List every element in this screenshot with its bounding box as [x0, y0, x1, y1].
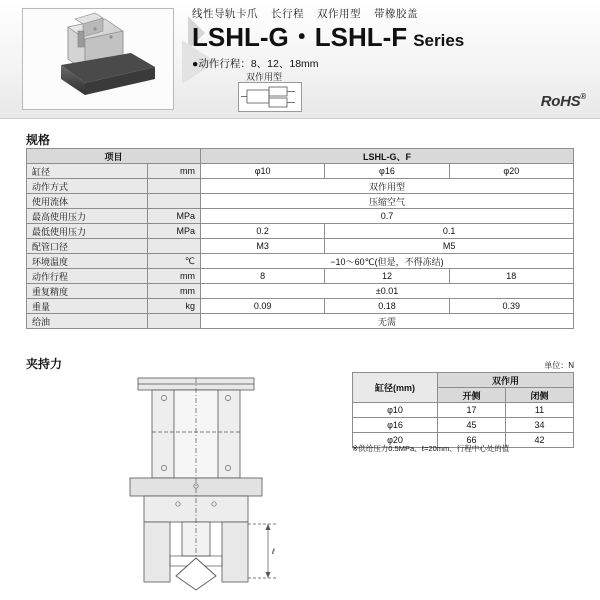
grip-cell-close: 11 [506, 403, 574, 418]
spec-cell: 0.18 [325, 299, 449, 314]
header-subtitle-item-0: 线性导轨卡爪 [192, 8, 258, 20]
spec-row-unit: MPa [148, 224, 201, 239]
table-row [27, 179, 574, 194]
spec-row-unit [148, 239, 201, 254]
header-action-label: 双作用型 [246, 72, 283, 82]
grip-cell-close: 34 [506, 418, 574, 433]
page-title-model: LSHL-G・LSHL-F [192, 22, 408, 52]
spec-cell: 0.39 [449, 299, 573, 314]
header-text-block [192, 6, 592, 71]
spec-row-label: 最低使用压力 [27, 224, 148, 239]
rohs-badge [541, 92, 586, 110]
rohs-mark: ® [580, 92, 586, 101]
table-header-row [27, 149, 574, 164]
spec-cell: φ10 [201, 164, 325, 179]
spec-row-unit: ℃ [148, 254, 201, 269]
header-schematic [238, 82, 302, 112]
spec-cell: 0.1 [325, 224, 574, 239]
spec-cell: 8 [201, 269, 325, 284]
grip-col-open: 开侧 [438, 388, 506, 403]
grip-cell-bore: φ20 [353, 433, 438, 448]
spec-cell: 0.2 [201, 224, 325, 239]
grip-cell-open: 17 [438, 403, 506, 418]
spec-row-unit: mm [148, 164, 201, 179]
spec-cell: 0.7 [201, 209, 574, 224]
spec-cell: 0.09 [201, 299, 325, 314]
dimension-label-l: ℓ [272, 547, 275, 556]
table-row [27, 224, 574, 239]
grip-cell-bore: φ16 [353, 418, 438, 433]
table-row [27, 284, 574, 299]
table-row [27, 209, 574, 224]
grip-unit-note: 单位：N [544, 361, 574, 370]
grip-col-bore: 缸径(mm) [353, 373, 438, 403]
spec-row-label: 配管口径 [27, 239, 148, 254]
spec-cell: 压缩空气 [201, 194, 574, 209]
grip-cell-bore: φ10 [353, 403, 438, 418]
spec-row-label: 使用流体 [27, 194, 148, 209]
specifications-table [26, 148, 574, 329]
spec-row-unit: kg [148, 299, 201, 314]
spec-row-label: 缸径 [27, 164, 148, 179]
grip-cell-open: 66 [438, 433, 506, 448]
spec-cell: ±0.01 [201, 284, 574, 299]
spec-cell: M5 [325, 239, 574, 254]
table-header-row [353, 373, 574, 388]
header-subtitle-item-1: 长行程 [271, 8, 304, 20]
spec-cell: −10〜60℃(但是，不得冻结) [201, 254, 574, 269]
spec-row-label: 重量 [27, 299, 148, 314]
table-row [353, 403, 574, 418]
spec-col-item: 项目 [27, 149, 201, 164]
grip-cell-close: 42 [506, 433, 574, 448]
grip-col-close: 闭侧 [506, 388, 574, 403]
table-row [27, 299, 574, 314]
table-row [353, 418, 574, 433]
product-photo [22, 8, 174, 110]
grip-force-table [352, 372, 574, 448]
spec-row-unit: mm [148, 269, 201, 284]
rohs-label: RoHS [540, 93, 581, 110]
table-row [27, 254, 574, 269]
spec-row-label: 重复精度 [27, 284, 148, 299]
spec-row-label: 动作行程 [27, 269, 148, 284]
grip-footnote: ※供给压力0.5MPa、ℓ=20mm、行程中心处的值 [352, 444, 510, 453]
header-schematic-image [239, 83, 301, 111]
technical-drawing [100, 372, 330, 592]
table-row [27, 194, 574, 209]
spec-cell: M3 [201, 239, 325, 254]
header-stroke-line: ●动作行程：8、12、18mm [192, 57, 319, 70]
spec-cell: 12 [325, 269, 449, 284]
spec-cell: 无需 [201, 314, 574, 329]
spec-row-label: 最高使用压力 [27, 209, 148, 224]
header-subtitle-item-3: 带橡胶盖 [374, 8, 418, 20]
spec-section-title: 规格 [26, 133, 51, 147]
spec-row-unit [148, 314, 201, 329]
table-row [27, 269, 574, 284]
page-title-series: Series [413, 31, 465, 50]
spec-row-label: 给油 [27, 314, 148, 329]
table-row [27, 164, 574, 179]
spec-col-group: LSHL-G、F [201, 149, 574, 164]
spec-row-label: 动作方式 [27, 179, 148, 194]
page-header [0, 0, 600, 119]
spec-row-unit [148, 179, 201, 194]
header-subtitle [192, 6, 592, 21]
spec-cell: 18 [449, 269, 573, 284]
grip-section-title: 夹持力 [26, 357, 63, 371]
spec-row-unit [148, 194, 201, 209]
product-photo-image [23, 9, 173, 109]
spec-row-unit: MPa [148, 209, 201, 224]
table-row [27, 314, 574, 329]
grip-col-group: 双作用 [438, 373, 574, 388]
spec-row-label: 环境温度 [27, 254, 148, 269]
grip-cell-open: 45 [438, 418, 506, 433]
spec-row-unit: mm [148, 284, 201, 299]
technical-drawing-image [100, 372, 330, 592]
spec-cell: 双作用型 [201, 179, 574, 194]
page-title [192, 23, 592, 52]
spec-cell: φ20 [449, 164, 573, 179]
table-row [27, 239, 574, 254]
spec-cell: φ16 [325, 164, 449, 179]
header-subtitle-item-2: 双作用型 [317, 8, 361, 20]
